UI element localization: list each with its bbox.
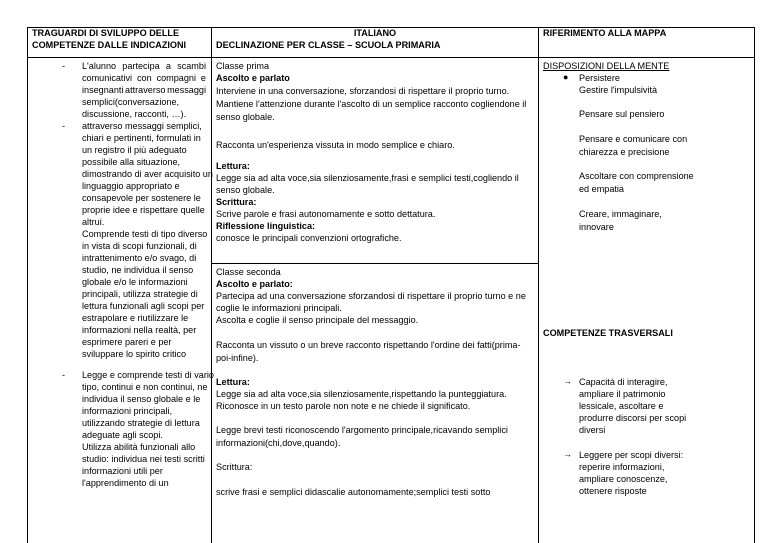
col1-item1-line3 — [82, 85, 206, 97]
disposizioni-impulsivita: Gestire l'impulsività — [579, 85, 658, 95]
header-bottom-border — [27, 57, 754, 58]
seconda-racconta-line2: poi-infine). — [216, 353, 259, 363]
col1-item3-line2: tipo, continui e non continui, ne — [82, 382, 208, 392]
prima-ascolto-line3: senso globale. — [216, 112, 275, 122]
seconda-ascolto-line1: Partecipa ad una conversazione sforzandosi di rispettare il proprio turno e ne — [216, 291, 526, 301]
seconda-lettura-heading: Lettura: — [216, 377, 250, 387]
seconda-lettura-line2: Riconosce in un testo parole non note e ne chiede il significato. — [216, 401, 471, 411]
word: a — [165, 61, 171, 71]
disposizioni-creare-line1: Creare, immaginare, — [579, 209, 662, 219]
header-col2-line2: DECLINAZIONE PER CLASSE – SCUOLA PRIMARIA — [216, 40, 441, 50]
disposizioni-persistere: Persistere — [579, 73, 620, 83]
trasversali-leggere-line1: Leggere per scopi diversi: — [579, 450, 684, 460]
col1-item2-line7: consapevole per sostenere le — [82, 193, 201, 203]
col1-item2-line19: esprimere pareri e per — [82, 337, 172, 347]
word: compagni — [156, 73, 196, 83]
col1-item3-line10: l'apprendimento di un — [82, 478, 169, 488]
trasversali-leggere-line3: ampliare conoscenze, — [579, 474, 668, 484]
col1-item2-line16: lettura funzionali agli scopi per — [82, 301, 205, 311]
disposizioni-ascoltare-line1: Ascoltare con comprensione — [579, 171, 694, 181]
header-col3: RIFERIMENTO ALLA MAPPA — [543, 28, 667, 38]
col1-item2-line2: chiari e pertinenti, formulati in — [82, 133, 201, 143]
col1-item2-line9: altrui. — [82, 217, 105, 227]
col1-item2-line3: un registro il più adeguato — [82, 145, 187, 155]
trasversali-title: COMPETENZE TRASVERSALI — [543, 328, 673, 338]
col1-item2-line17: estrapolare e riutilizzare le — [82, 313, 189, 323]
disposizioni-pensare: Pensare sul pensiero — [579, 109, 665, 119]
col1-item2-line18: informazioni nella realtà, per — [82, 325, 197, 335]
seconda-lettura-line1: Legge sia ad alta voce,sia silenziosamente,rispettando la punteggiatura. — [216, 389, 507, 399]
header-col2-line1: ITALIANO — [353, 28, 397, 38]
seconda-ascolto-line2: coglie le informazioni principali. — [216, 303, 342, 313]
trasversali-capacita-line1: Capacità di interagire, — [579, 377, 668, 387]
col1-item1-line4: semplici(conversazione, — [82, 97, 180, 107]
prima-riflessione: conosce le principali convenzioni ortografiche. — [216, 233, 402, 243]
seconda-scrittura-heading: Scrittura: — [216, 462, 253, 472]
bullet-dot-icon: ● — [563, 72, 569, 82]
trasversali-leggere-line2: reperire informazioni, — [579, 462, 665, 472]
prima-ascolto-line2: Mantiene l'attenzione durante l'ascolto di un semplice racconto cogliendone il — [216, 99, 527, 109]
col1-item2-line13: studio, ne individua il senso — [82, 265, 194, 275]
prima-lettura-heading: Lettura: — [216, 161, 250, 171]
disposizioni-comunicare-line1: Pensare e comunicare con — [579, 134, 688, 144]
trasversali-capacita-line5: diversi — [579, 425, 606, 435]
table-left-border — [27, 27, 28, 543]
arrow-right-icon: → — [563, 449, 572, 459]
col1-item2-line12: intrattenimento e/o svago, di — [82, 253, 197, 263]
trasversali-capacita-line4: produrre discorsi per scopi — [579, 413, 687, 423]
seconda-ascolto-heading: Ascolto e parlato: — [216, 279, 293, 289]
word: partecipa — [122, 61, 160, 71]
col1-item1-line1 — [82, 61, 206, 73]
seconda-brevi-line1: Legge brevi testi riconoscendo l'argomento principale,ricavando semplici — [216, 425, 508, 435]
col1-item2-line1: attraverso messaggi semplici, — [82, 121, 202, 131]
word: L'alunno — [82, 61, 117, 71]
col1-item2-line4: possibile alla situazione, — [82, 157, 181, 167]
disposizioni-title: DISPOSIZIONI DELLA MENTE — [543, 61, 670, 71]
seconda-scrittura: scrive frasi e semplici didascalie autonomamente;semplici testi sotto — [216, 487, 491, 497]
word: insegnanti — [82, 85, 124, 95]
disposizioni-comunicare-line2: chiarezza e precisione — [579, 147, 670, 157]
word: comunicativi — [82, 73, 133, 83]
prima-lettura-line1: Legge sia ad alta voce,sia silenziosamente,frasi e semplici testi,cogliendo il — [216, 173, 519, 183]
col1-item3-line8: studio: individua nei testi scritti — [82, 454, 205, 464]
prima-ascolto-line1: Interviene in una conversazione, sforzandosi di rispettare il proprio turno. — [216, 86, 510, 96]
word: attraverso — [125, 85, 166, 95]
col1-item3-line1: Legge e comprende testi di vario — [82, 370, 214, 380]
col1-item2-line5: dimostrando di aver acquisito un — [82, 169, 213, 179]
seconda-racconta-line1: Racconta un vissuto o un breve racconto rispettando l'ordine dei fatti(prima- — [216, 340, 521, 350]
prima-racconta: Racconta un'esperienza vissuta in modo semplice e chiaro. — [216, 140, 455, 150]
disposizioni-ascoltare-line2: ed empatia — [579, 184, 624, 194]
header-col1-line1: TRAGUARDI DI SVILUPPO DELLE — [32, 28, 180, 38]
word: e — [200, 73, 206, 83]
col1-item2-line15: principali, utilizza strategie di — [82, 289, 198, 299]
dash-bullet: - — [62, 370, 66, 380]
dash-bullet: - — [62, 61, 66, 71]
col1-item3-line4: informazioni principali, — [82, 406, 172, 416]
col1-item3-line3: individua il senso globale e le — [82, 394, 201, 404]
prima-scrittura-heading: Scrittura: — [216, 197, 257, 207]
table-right-border — [754, 27, 755, 543]
prima-ascolto-heading: Ascolto e parlato — [216, 73, 290, 83]
word: con — [136, 73, 152, 83]
row-divider-col2 — [211, 263, 538, 264]
col1-item3-line6: adeguate agli scopi. — [82, 430, 163, 440]
col1-item2-line6: linguaggio appropriato e — [82, 181, 180, 191]
col1-item3-line7: Utilizza abilità funzionali allo — [82, 442, 196, 452]
col1-item3-line5: utilizzando strategie di lettura — [82, 418, 200, 428]
arrow-right-icon: → — [563, 376, 572, 386]
trasversali-capacita-line3: lessicale, ascoltare e — [579, 401, 664, 411]
seconda-brevi-line2: informazioni(chi,dove,quando). — [216, 438, 341, 448]
prima-scrittura: Scrive parole e frasi autonomamente e sotto dettatura. — [216, 209, 436, 219]
trasversali-leggere-line4: ottenere risposte — [579, 486, 647, 496]
col1-item2-line20: sviluppare lo spirito critico — [82, 349, 187, 359]
seconda-title: Classe seconda — [216, 267, 281, 277]
dash-bullet: - — [62, 121, 66, 131]
col1-item2-line11: in vista di scopi funzionali, di — [82, 241, 197, 251]
disposizioni-creare-line2: innovare — [579, 222, 614, 232]
word: messaggi — [167, 85, 206, 95]
prima-lettura-line2: senso globale. — [216, 185, 275, 195]
trasversali-capacita-line2: ampliare il patrimonio — [579, 389, 666, 399]
col-divider-1 — [211, 27, 212, 543]
col1-item3-line9: informazioni utili per — [82, 466, 163, 476]
col1-item2-line14: globale e/o le informazioni — [82, 277, 188, 287]
col1-item1-line2 — [82, 73, 206, 85]
header-col1-line2: COMPETENZE DALLE INDICAZIONI — [32, 40, 187, 50]
word: scambi — [177, 61, 206, 71]
col-divider-2 — [538, 27, 539, 543]
prima-title: Classe prima — [216, 61, 270, 71]
prima-riflessione-heading: Riflessione linguistica: — [216, 221, 316, 231]
col1-item1-line5: discussione, racconti, …). — [82, 109, 187, 119]
seconda-ascolto-line3: Ascolta e coglie il senso principale del messaggio. — [216, 315, 419, 325]
col1-item2-line8: proprie idee e rispettare quelle — [82, 205, 205, 215]
col1-item2-line10: Comprende testi di tipo diverso — [82, 229, 208, 239]
